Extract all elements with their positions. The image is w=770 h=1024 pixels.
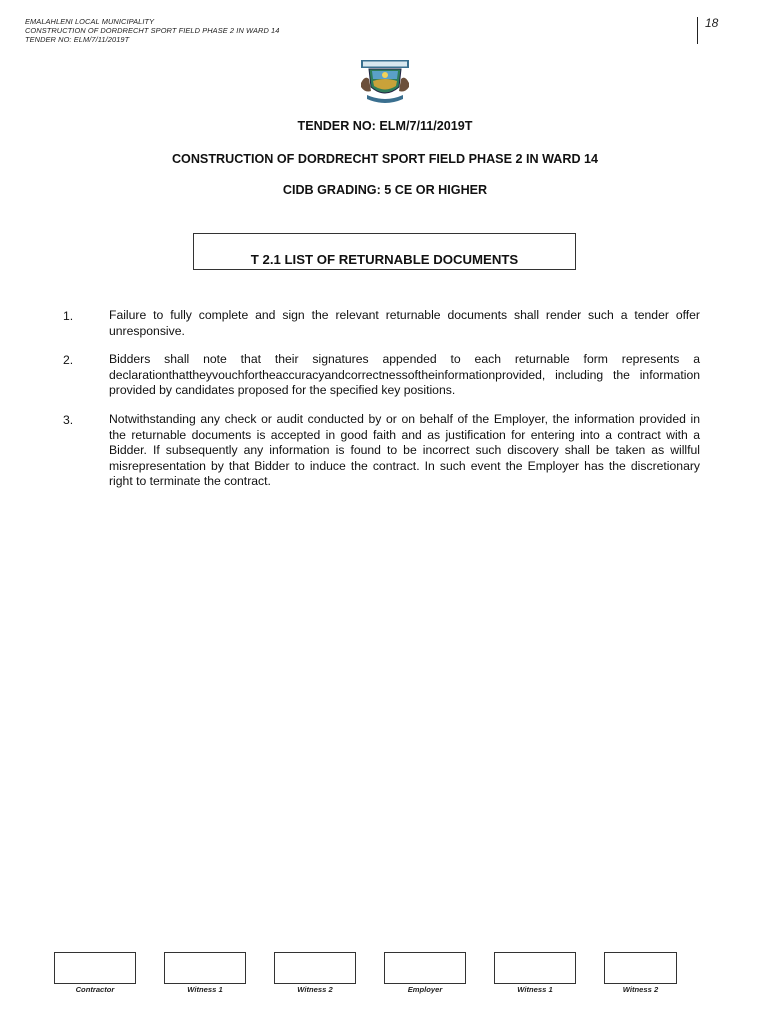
signature-box-witness-2[interactable] [274,952,356,984]
signature-box-witness-2-employer[interactable] [604,952,677,984]
municipality-crest-icon [357,57,413,105]
page-number-divider [697,17,698,44]
signature-box-witness-1[interactable] [164,952,246,984]
section-title-box [193,233,576,270]
signature-label: Witness 2 [297,985,333,994]
signature-label: Employer [407,985,443,994]
item-text: Notwithstanding any check or audit conducted by or on behalf of the Employer, the information provided in the returnable documents is accepted in good faith and as justification for entering into a contract with a Bidder. If subsequently any information is found to be incorrect such discovery shall be taken as willful misrepresentation by that Bidder to induce the contract. In such event the Employer has the discretionary right to terminate the contract. [109,412,700,489]
item-number: 3. [63,413,74,427]
page-number: 18 [705,16,719,30]
signature-label: Witness 2 [622,985,659,994]
section-title: T 2.1 LIST OF RETURNABLE DOCUMENTS [250,252,519,267]
tender-number-heading: TENDER NO: ELM/7/11/2019T [297,119,473,133]
signature-box-employer[interactable] [384,952,466,984]
header-municipality: EMALAHLENI LOCAL MUNICIPALITY [25,17,155,26]
signature-box-witness-1-employer[interactable] [494,952,576,984]
signature-label: Contractor [75,985,115,994]
header-tender: TENDER NO: ELM/7/11/2019T [25,35,130,44]
signature-label: Witness 1 [517,985,553,994]
header-project: CONSTRUCTION OF DORDRECHT SPORT FIELD PHASE 2 IN WARD 14 [25,26,280,35]
project-heading: CONSTRUCTION OF DORDRECHT SPORT FIELD PHASE 2 IN WARD 14 [171,152,599,166]
item-number: 1. [63,309,74,323]
item-text: Bidders shall note that their signatures appended to each returnable form represents a declarationthattheyvouchfortheaccuracyandcorrectnessoftheinformationprovided, including the information provided by candidates proposed for the specified key positions. [109,352,700,398]
signature-box-contractor[interactable] [54,952,136,984]
cidb-grading-heading: CIDB GRADING: 5 CE OR HIGHER [282,183,488,197]
signature-label: Witness 1 [187,985,223,994]
item-text: Failure to fully complete and sign the relevant returnable documents shall render such a tender offer unresponsive. [109,308,700,338]
item-number: 2. [63,353,74,367]
